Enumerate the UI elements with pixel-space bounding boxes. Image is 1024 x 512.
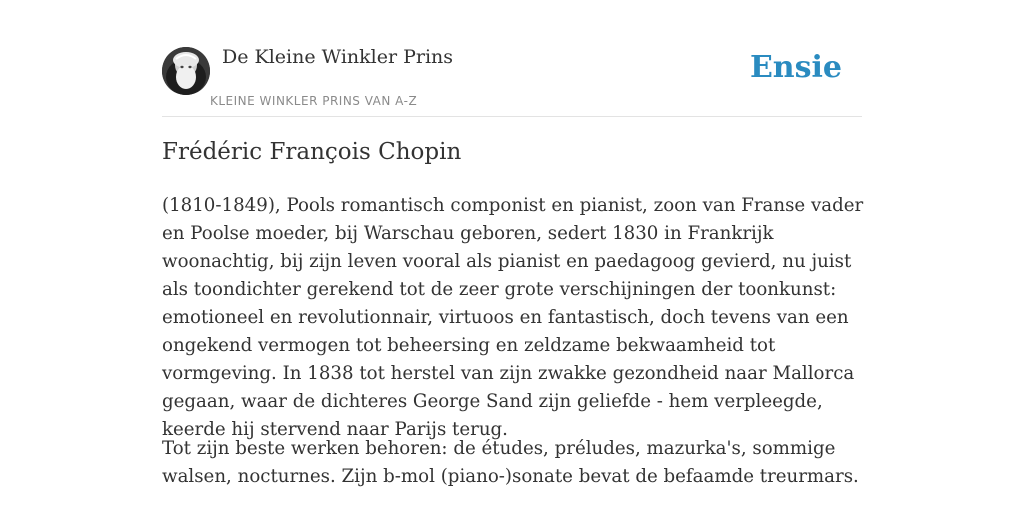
article-title: Frédéric François Chopin (162, 139, 462, 165)
article-paragraph: (1810-1849), Pools romantisch componist en pianist, zoon van Franse vader en Poolse moeder, bij Warschau geboren, sedert 1830 in Frankrijk woonachtig, bij zijn leven vooral als pianist en paedagoog gevierd, nu juist als toondichter gerekend tot de zeer grote verschijningen der toonkunst: emotioneel en revolutionnair, virtuoos en fantastisch, doch tevens van een ongekend vermogen tot beheersing en zeldzame bekwaamheid tot vormgeving. In 1838 tot herstel van zijn zwakke gezondheid naar Mallorca gegaan, waar de dichteres George Sand zijn geliefde - hem verpleegde, keerde hij stervend naar Parijs terug. (162, 195, 864, 440)
avatar-portrait-icon (162, 47, 210, 95)
source-label[interactable]: KLEINE WINKLER PRINS VAN A-Z (210, 94, 418, 108)
author-name[interactable]: De Kleine Winkler Prins (222, 46, 454, 68)
article-paragraph: Tot zijn beste werken behoren: de études, préludes, mazurka's, sommige walsen, nocturnes. Zijn b-mol (piano-)sonate bevat de befaamde treurmars. (162, 438, 859, 487)
author-avatar[interactable] (162, 47, 210, 95)
page-container (162, 0, 864, 487)
header (162, 0, 862, 117)
brand-logo[interactable]: Ensie (749, 50, 842, 85)
